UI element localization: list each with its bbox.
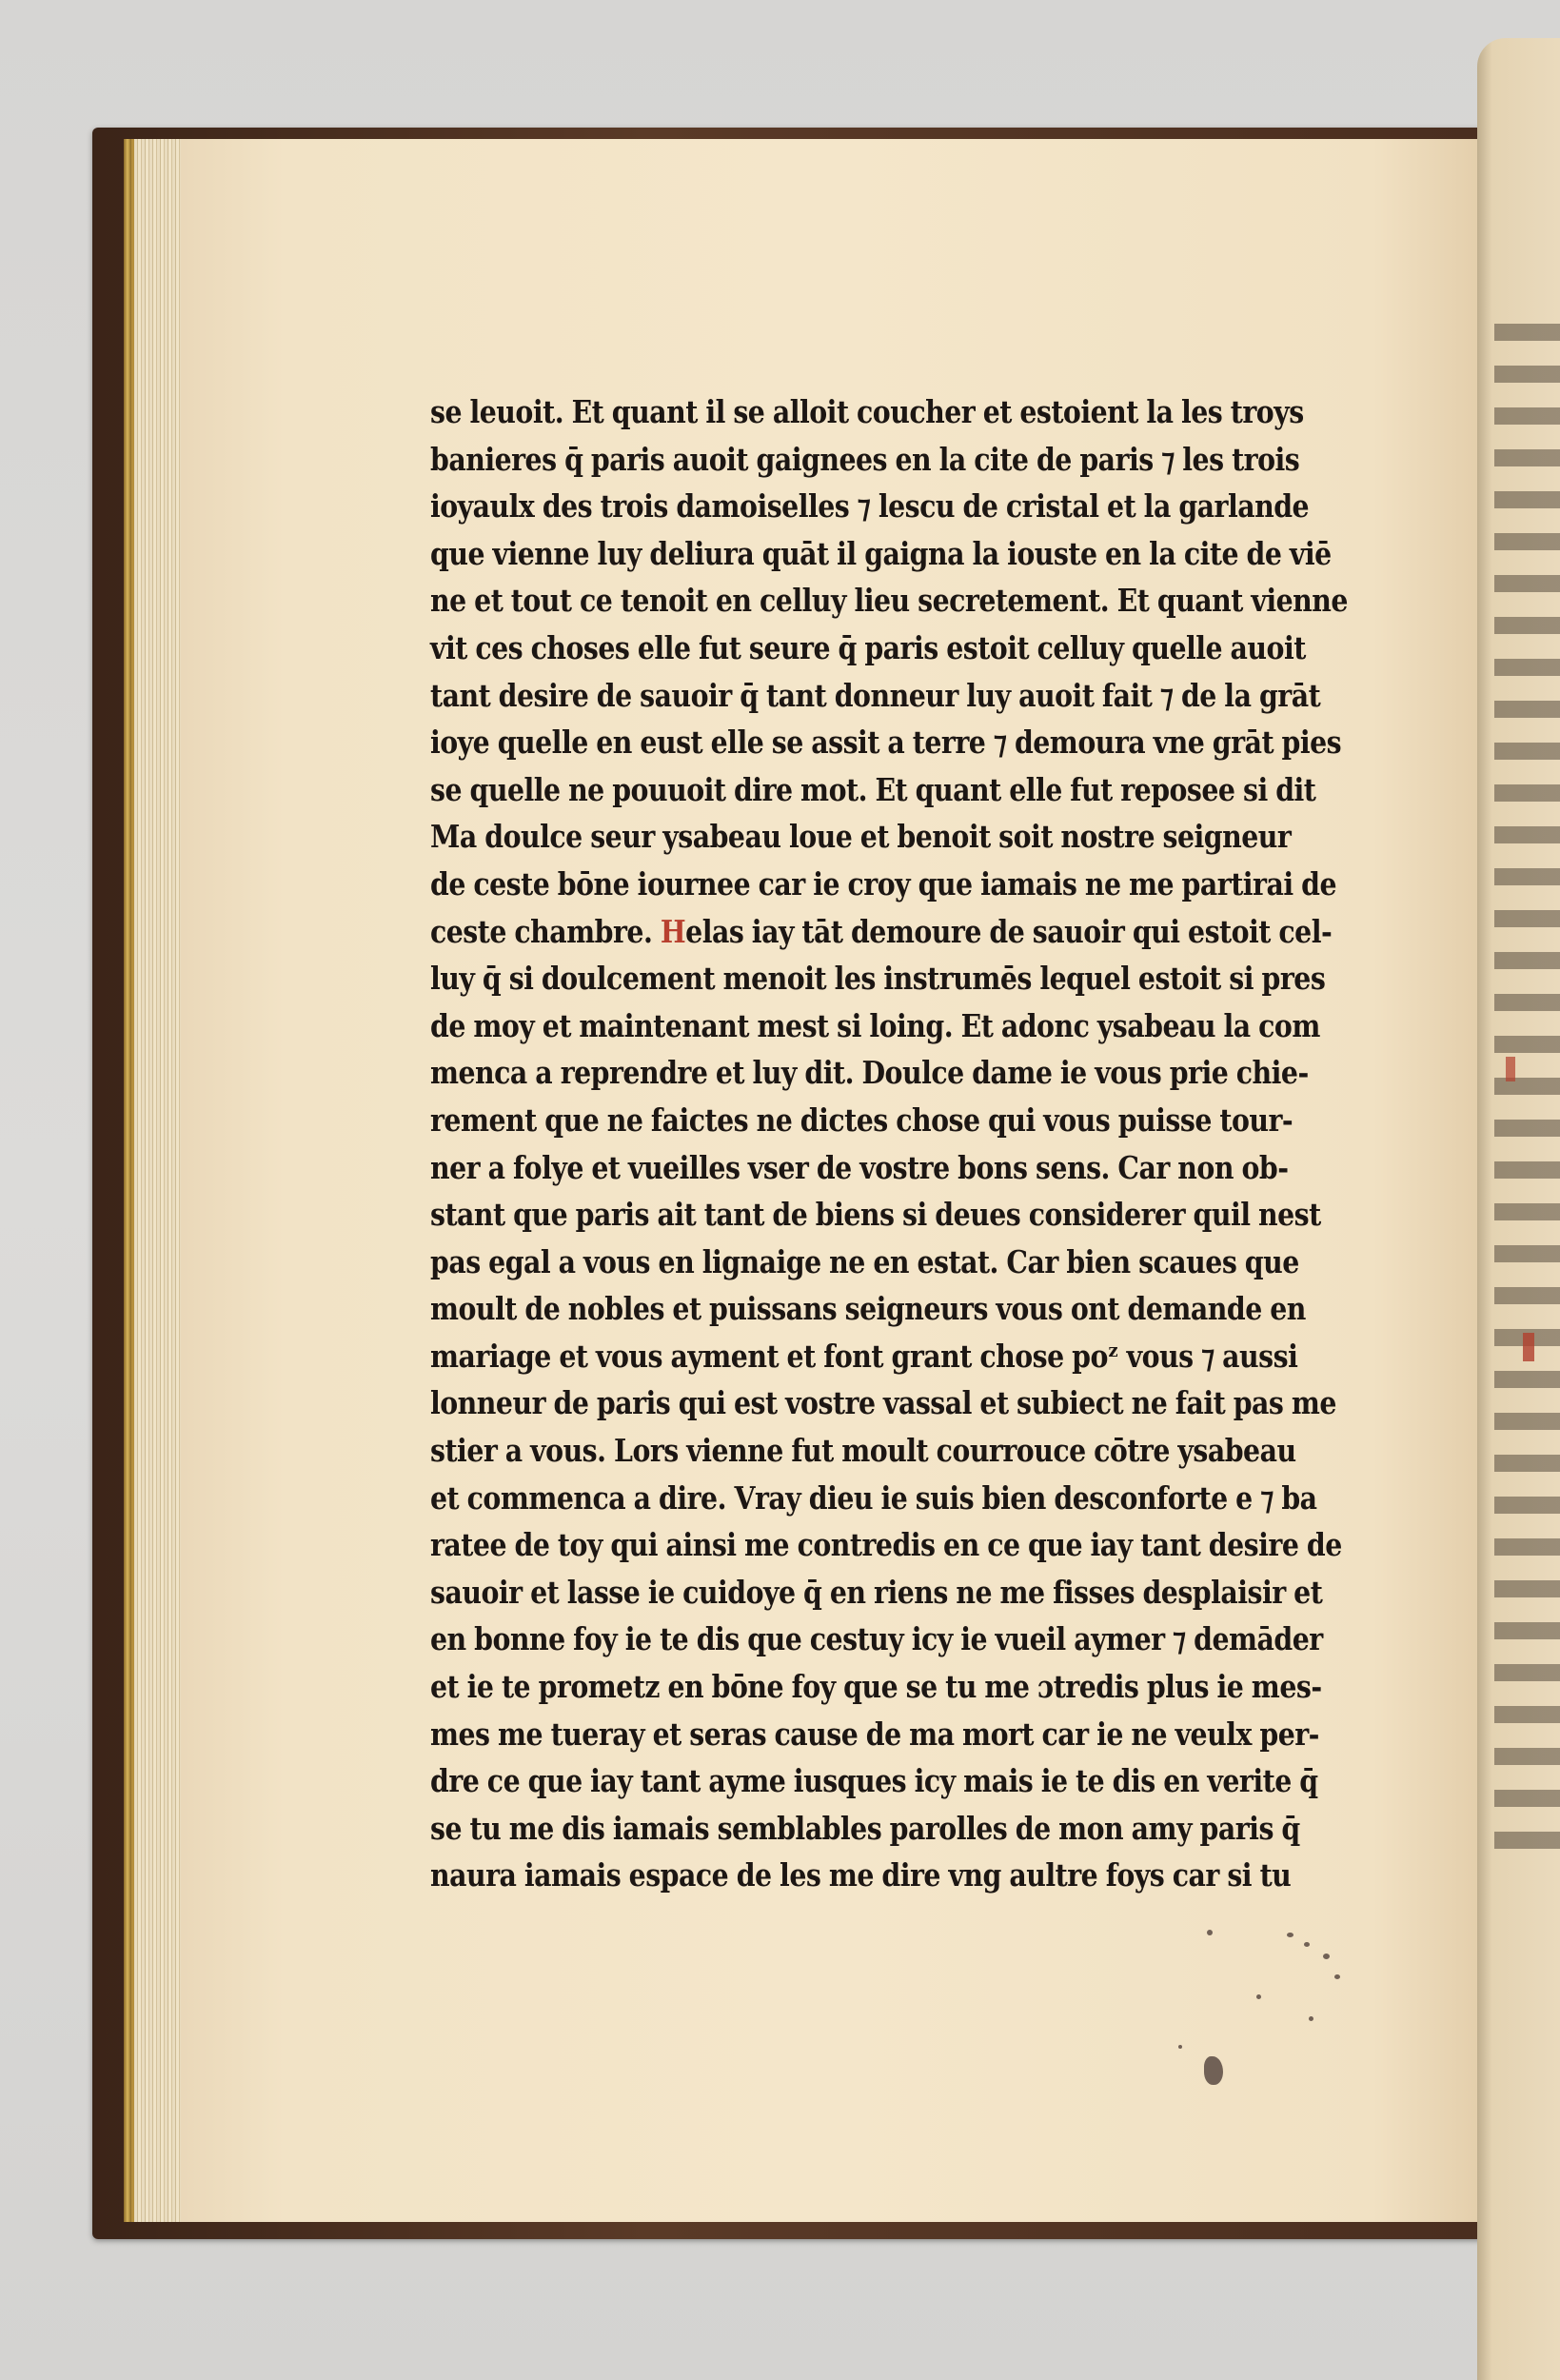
text-line: ratee de toy qui ainsi me contredis en ce que iay tant desire de: [430, 1526, 1342, 1564]
text-line: menca a reprendre et luy dit. Doulce dame ie vous prie chie-: [430, 1054, 1309, 1092]
text-line: ioyaulx des trois damoiselles ⁊ lescu de cristal et la garlande: [430, 487, 1310, 526]
ink-spot: [1207, 1930, 1213, 1935]
ink-spot: [1287, 1933, 1293, 1937]
text-line: de ceste bōne iournee car ie croy que iamais ne me partirai de: [430, 864, 1337, 902]
text-line: ioye quelle en eust elle se assit a terre ⁊ demoura vne grāt pies: [430, 724, 1342, 762]
facing-page-text-shadow: [1494, 324, 1560, 1866]
text-line: et ie te prometz en bōne foy que se tu me ɔtredis plus ie mes-: [430, 1668, 1322, 1706]
ink-spot: [1309, 2016, 1313, 2021]
text-line: luy q̄ si doulcement menoit les instrumēs lequel estoit si pres: [430, 960, 1326, 998]
text-line: Ma doulce seur ysabeau loue et benoit soit nostre seigneur: [430, 818, 1292, 856]
text-line: se leuoit. Et quant il se alloit coucher et estoient la les troys: [430, 393, 1304, 430]
facing-page-rubric-mark: [1523, 1333, 1534, 1361]
text-line: stant que paris ait tant de biens si deues considerer quil nest: [430, 1196, 1321, 1234]
gilt-edge: [124, 139, 131, 2222]
text-line: dre ce que iay tant ayme iusques icy mais ie te dis en verite q̄: [430, 1762, 1318, 1800]
ink-spot: [1334, 1974, 1340, 1979]
text-line: banieres q̄ paris auoit gaignees en la cite de paris ⁊ les trois: [430, 440, 1300, 478]
text-line: ne et tout ce tenoit en celluy lieu secretement. Et quant vienne: [430, 582, 1348, 620]
ink-spot: [1256, 1994, 1261, 1999]
ink-spot: [1204, 2056, 1223, 2085]
text-line: que vienne luy deliura quāt il gaigna la iouste en la cite de viē: [430, 534, 1332, 572]
text-line: moult de nobles et puissans seigneurs vous ont demande en: [430, 1290, 1306, 1328]
rubricated-initial: H: [660, 912, 686, 950]
facing-page: [1477, 38, 1560, 2380]
text-line: lonneur de paris qui est vostre vassal et subiect ne fait pas me: [430, 1384, 1336, 1422]
text-line: tant desire de sauoir q̄ tant donneur luy auoit fait ⁊ de la grāt: [430, 676, 1321, 714]
text-line: et commenca a dire. Vray dieu ie suis bien desconforte e ⁊ ba: [430, 1478, 1317, 1517]
text-line: vit ces choses elle fut seure q̄ paris estoit celluy quelle auoit: [430, 628, 1306, 666]
text-line: pas egal a vous en lignaige ne en estat. Car bien scaues que: [430, 1242, 1299, 1280]
text-line: se quelle ne pouuoit dire mot. Et quant elle fut reposee si dit: [430, 770, 1316, 808]
text-line: mes me tueray et seras cause de ma mort car ie ne veulx per-: [430, 1715, 1319, 1753]
text-line: mariage et vous ayment et font grant chose poᶻ vous ⁊ aussi: [430, 1337, 1298, 1375]
text-line: en bonne foy ie te dis que cestuy icy ie vueil aymer ⁊ demāder: [430, 1620, 1323, 1658]
text-line: ner a folye et vueilles vser de vostre bons sens. Car non ob-: [430, 1148, 1289, 1186]
text-line: naura iamais espace de les me dire vng aultre foys car si tu: [430, 1856, 1292, 1894]
text-line: stier a vous. Lors vienne fut moult courrouce cōtre ysabeau: [430, 1432, 1296, 1470]
ink-spot: [1178, 2045, 1182, 2049]
text-line: rement que ne faictes ne dictes chose qui vous puisse tour-: [430, 1101, 1293, 1139]
text-line: de moy et maintenant mest si loing. Et adonc ysabeau la com: [430, 1006, 1320, 1044]
page-edges: [131, 139, 184, 2222]
text-block: [430, 388, 1439, 1899]
ink-spot: [1323, 1954, 1330, 1959]
facing-page-rubric-mark: [1506, 1057, 1515, 1081]
text-line: sauoir et lasse ie cuidoye q̄ en riens ne me fisses desplaisir et: [430, 1573, 1323, 1611]
ink-spot: [1304, 1942, 1310, 1947]
text-line: se tu me dis iamais semblables parolles de mon amy paris q̄: [430, 1809, 1300, 1847]
text-line: ceste chambre. Helas iay tāt demoure de sauoir qui estoit cel-: [430, 912, 1333, 950]
